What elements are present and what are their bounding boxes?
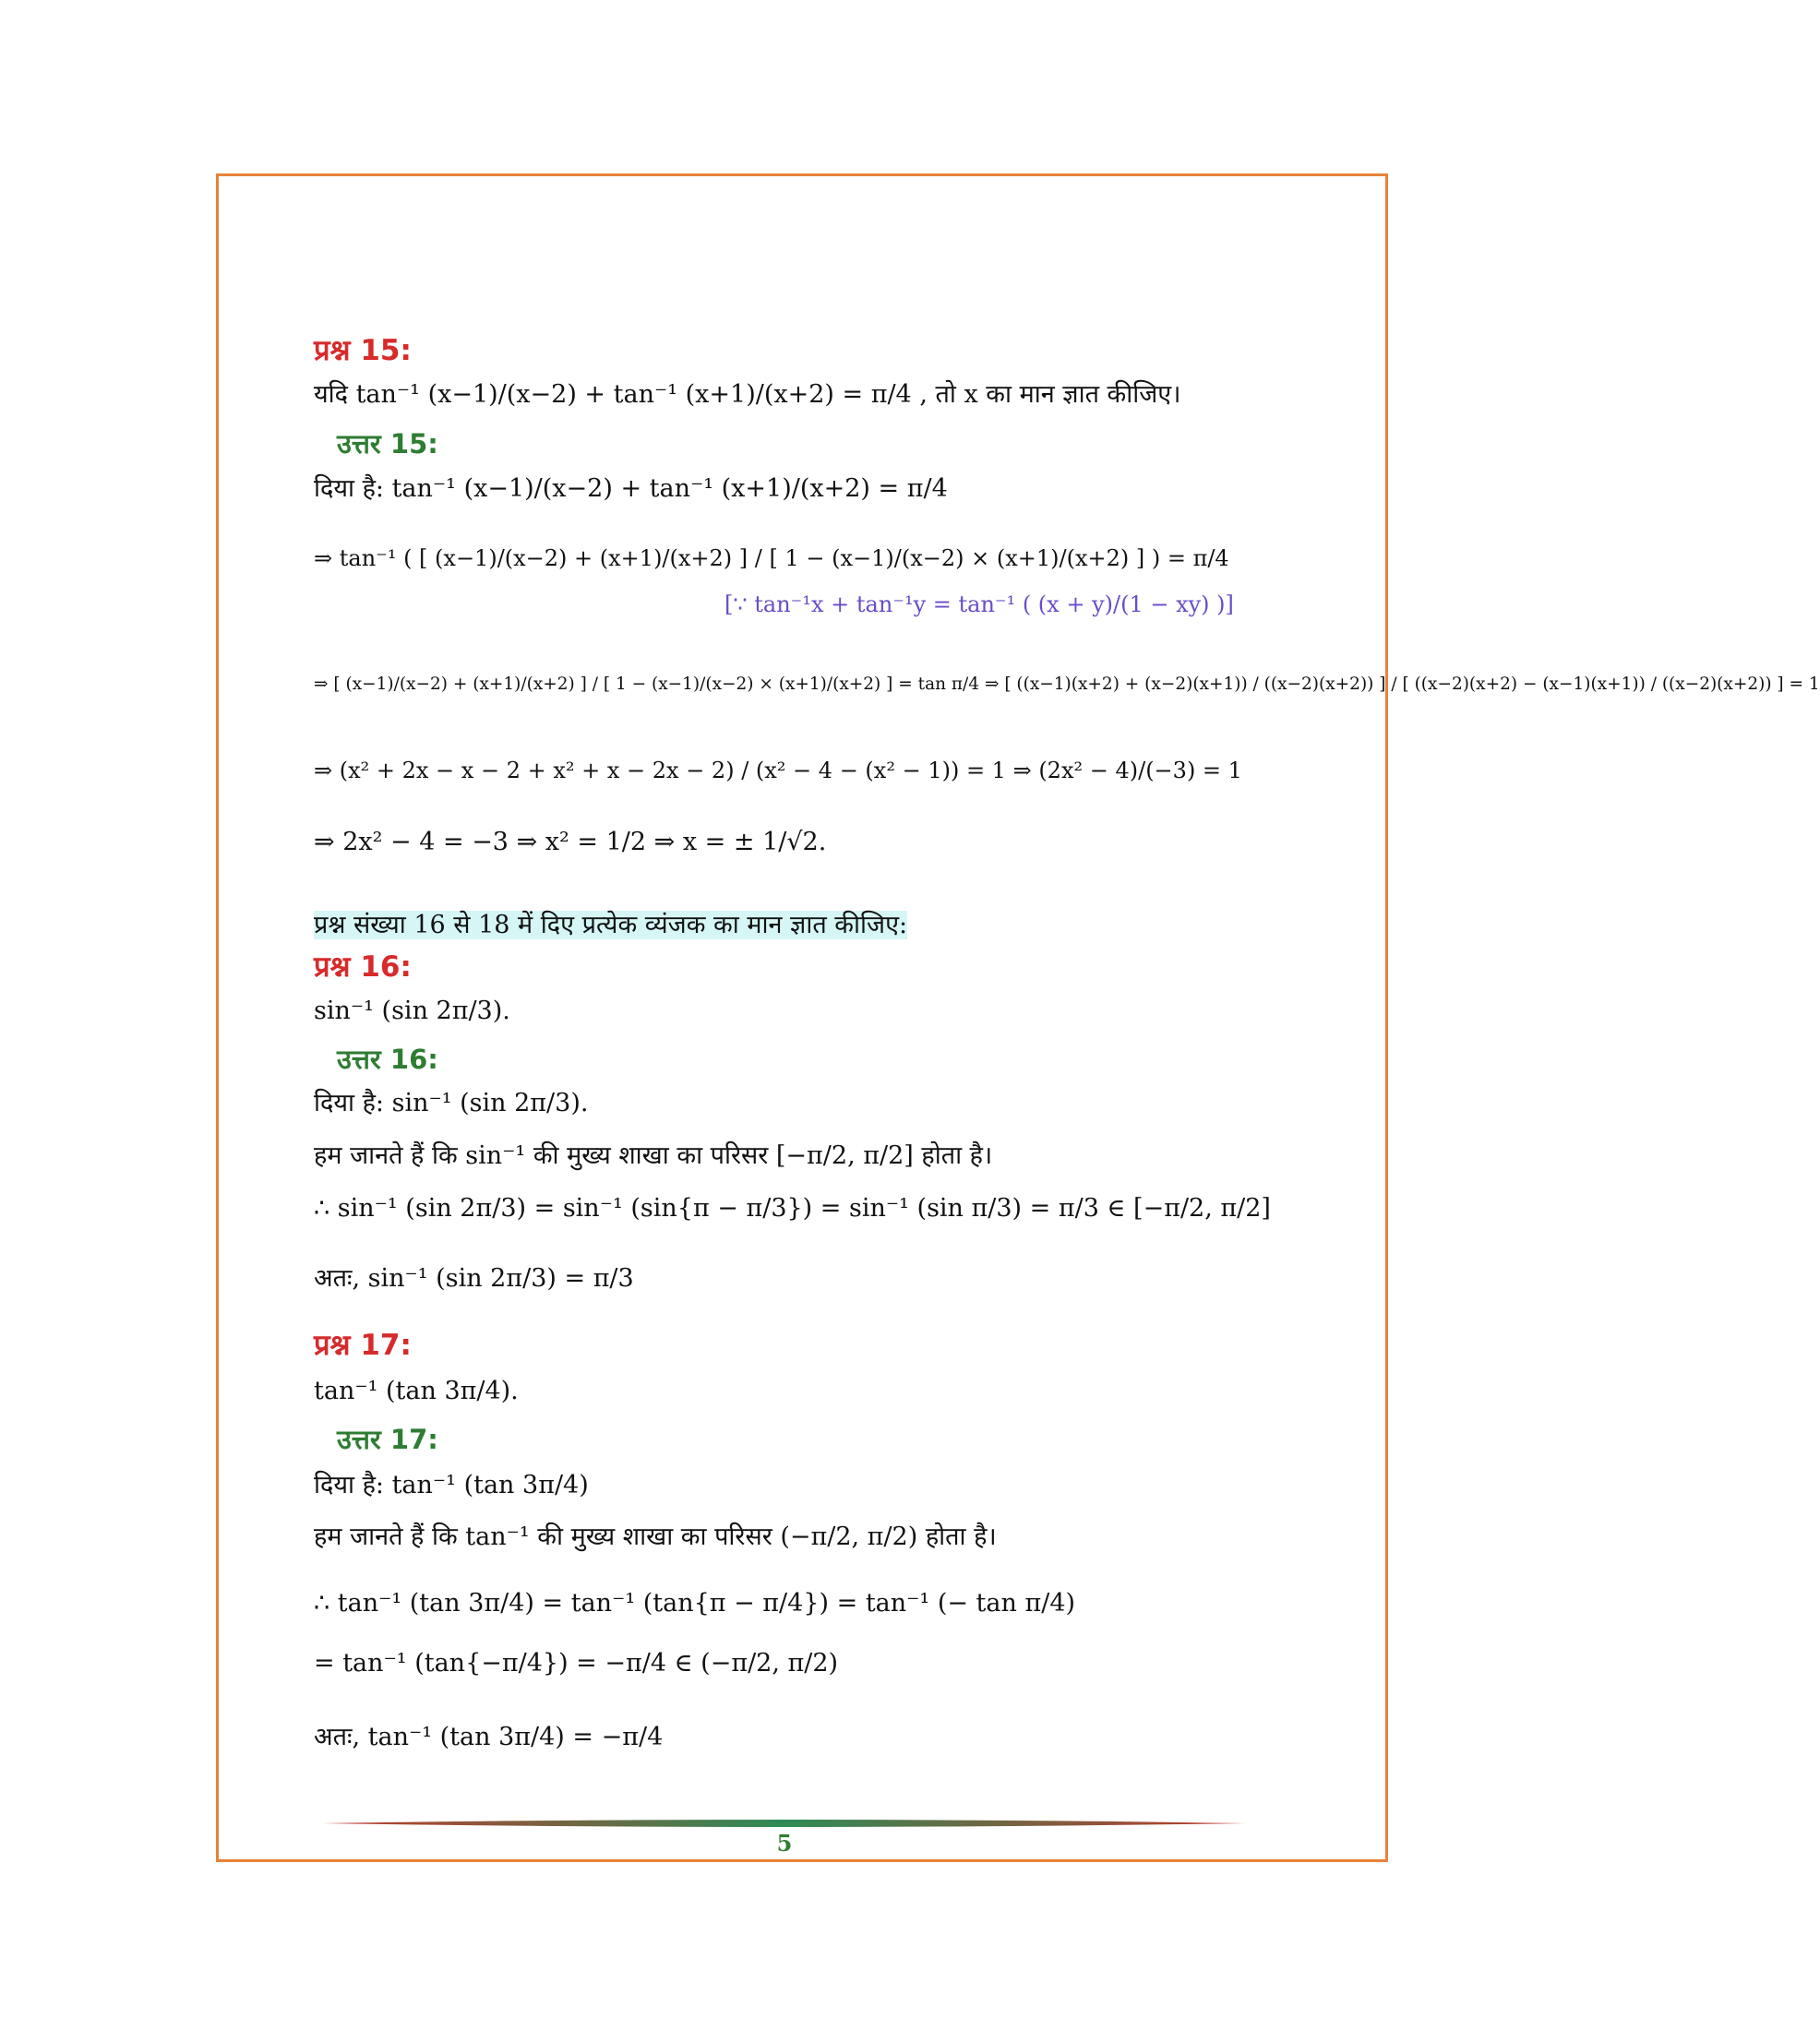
page-number: 5 xyxy=(776,1830,793,1857)
answer-16-step-1: ∴ sin⁻¹ (sin 2π/3) = sin⁻¹ (sin{π − π/3}) = sin⁻¹ (sin π/3) = π/3 ∈ [−π/2, π/2] xyxy=(314,1194,1271,1223)
answer-15-given: दिया है: tan⁻¹ (x−1)/(x−2) + tan⁻¹ (x+1)/(x+2) = π/4 xyxy=(314,474,948,503)
answer-15-step-3: ⇒ (x² + 2x − x − 2 + x² + x − 2x − 2) / (x² − 4 − (x² − 1)) = 1 ⇒ (2x² − 4)/(−3) = 1 xyxy=(314,758,1242,783)
question-16-heading: प्रश्न 16: xyxy=(314,950,412,984)
answer-16-fact: हम जानते हैं कि sin⁻¹ की मुख्य शाखा का परिसर [−π/2, π/2] होता है। xyxy=(314,1141,993,1170)
answer-16-given: दिया है: sin⁻¹ (sin 2π/3). xyxy=(314,1089,589,1117)
answer-17-step-2: = tan⁻¹ (tan{−π/4}) = −π/4 ∈ (−π/2, π/2) xyxy=(314,1649,839,1678)
question-16-text: sin⁻¹ (sin 2π/3). xyxy=(314,997,510,1025)
footer-divider xyxy=(323,1818,1246,1829)
answer-17-heading: उत्तर 17: xyxy=(337,1424,438,1455)
question-17-heading: प्रश्न 17: xyxy=(314,1329,412,1362)
question-15-text: यदि tan⁻¹ (x−1)/(x−2) + tan⁻¹ (x+1)/(x+2) = π/4 , तो x का मान ज्ञात कीजिए। xyxy=(314,380,1181,409)
question-15-heading: प्रश्न 15: xyxy=(314,334,412,367)
section-intro-text: प्रश्न संख्या 16 से 18 में दिए प्रत्येक व्यंजक का मान ज्ञात कीजिए: xyxy=(314,911,908,939)
answer-17-result: अतः, tan⁻¹ (tan 3π/4) = −π/4 xyxy=(314,1723,664,1751)
answer-16-result: अतः, sin⁻¹ (sin 2π/3) = π/3 xyxy=(314,1264,634,1293)
answer-15-step-2: ⇒ [ (x−1)/(x−2) + (x+1)/(x+2) ] / [ 1 − (x−1)/(x−2) × (x+1)/(x+2) ] = tan π/4 ⇒ [ ((x−1)(x+2) + (x−2)(x+1)) / ((x−2)(x+2)) ] / [ ((x−2)(x+2) − (x−1)(x+1)) / ((x−2)(x+2)) ] = 1 xyxy=(314,675,1820,694)
answer-15-identity-hint: [∵ tan⁻¹x + tan⁻¹y = tan⁻¹ ( (x + y)/(1 − xy) )] xyxy=(724,591,1234,617)
answer-15-heading: उत्तर 15: xyxy=(337,428,438,460)
answer-17-given: दिया है: tan⁻¹ (tan 3π/4) xyxy=(314,1471,589,1499)
answer-17-fact: हम जानते हैं कि tan⁻¹ की मुख्य शाखा का परिसर (−π/2, π/2) होता है। xyxy=(314,1522,997,1551)
answer-17-step-1: ∴ tan⁻¹ (tan 3π/4) = tan⁻¹ (tan{π − π/4}) = tan⁻¹ (− tan π/4) xyxy=(314,1589,1076,1618)
answer-15-step-4: ⇒ 2x² − 4 = −3 ⇒ x² = 1/2 ⇒ x = ± 1/√2. xyxy=(314,828,827,856)
answer-15-step-1: ⇒ tan⁻¹ ( [ (x−1)/(x−2) + (x+1)/(x+2) ] / [ 1 − (x−1)/(x−2) × (x+1)/(x+2) ] ) = π/4 xyxy=(314,545,1229,571)
question-17-text: tan⁻¹ (tan 3π/4). xyxy=(314,1377,519,1405)
section-intro xyxy=(314,909,907,941)
answer-16-heading: उत्तर 16: xyxy=(337,1044,438,1075)
